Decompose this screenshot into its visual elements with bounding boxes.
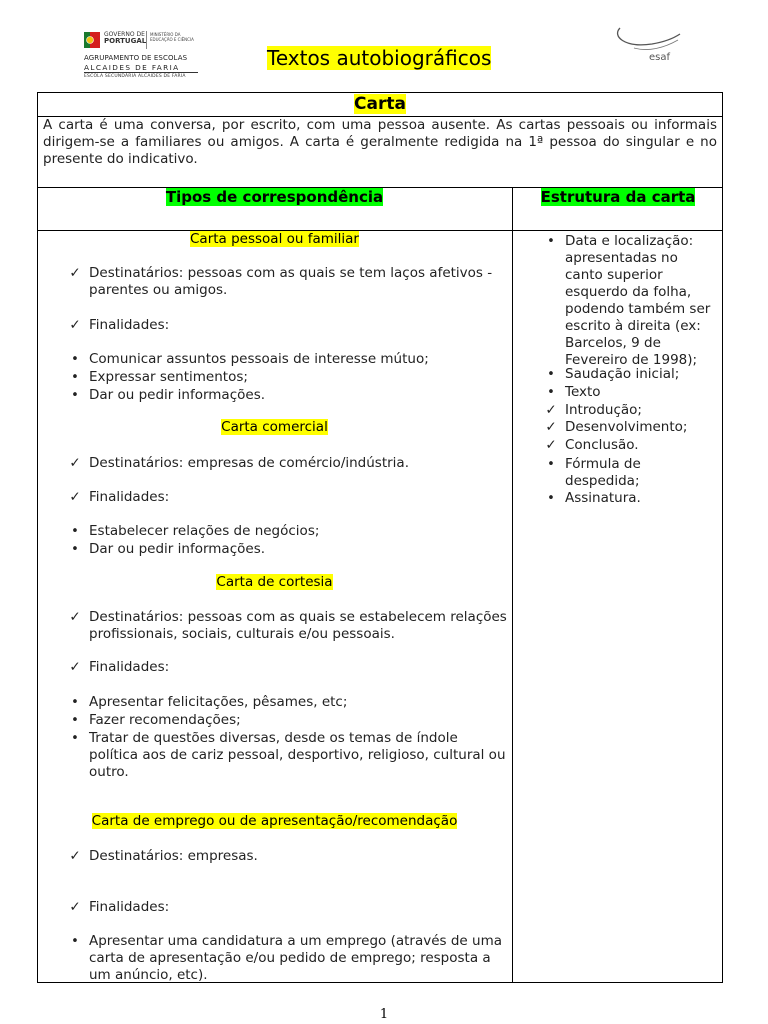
bullet-icon: • <box>547 457 555 472</box>
check-icon: ✓ <box>69 899 81 915</box>
check-icon: ✓ <box>545 402 557 418</box>
bullet-icon: • <box>71 695 79 710</box>
col-header-tipos: Tipos de correspondência <box>165 188 384 206</box>
ministry-text: MINISTÉRIO DA EDUCAÇÃO E CIÊNCIA <box>150 32 194 42</box>
school-name-line1: AGRUPAMENTO DE ESCOLAS <box>84 54 188 62</box>
check-icon: ✓ <box>69 848 81 864</box>
gov-text: GOVERNO DE PORTUGAL <box>104 31 147 45</box>
bullet-icon: • <box>71 713 79 728</box>
bullet-icon: • <box>71 542 79 557</box>
estrutura-item: • Fórmula de despedida; <box>565 456 717 490</box>
list-item: ✓ Finalidades: <box>69 899 170 915</box>
bullet-icon: • <box>547 367 555 382</box>
portugal-flag-icon <box>84 32 100 48</box>
estrutura-item: • Assinatura. <box>565 490 717 507</box>
list-item: ✓ Finalidades: <box>69 489 170 505</box>
check-icon: ✓ <box>69 317 81 333</box>
section-title: Carta de emprego ou de apresentação/recomendação <box>91 813 458 829</box>
col-header-estrutura: Estrutura da carta <box>540 188 696 206</box>
section-title: Carta de cortesia <box>216 574 333 590</box>
table-title: Carta <box>354 94 406 114</box>
bullet-icon: • <box>71 388 79 403</box>
bullet-icon: • <box>71 524 79 539</box>
esaf-logo <box>612 26 682 72</box>
bullet-icon: • <box>547 385 555 400</box>
list-item: ✓ Finalidades: <box>69 317 170 333</box>
list-item: ✓ Destinatários: empresas de comércio/indústria. <box>69 455 409 471</box>
check-icon: ✓ <box>545 437 557 453</box>
bullet-icon: • <box>71 934 79 949</box>
check-icon: ✓ <box>545 419 557 435</box>
list-item: ✓ Destinatários: empresas. <box>69 848 258 864</box>
list-item: • Apresentar felicitações, pêsames, etc; <box>89 694 509 711</box>
school-name-line3: ESCOLA SECUNDÁRIA ALCAIDES DE FARIA <box>84 74 186 79</box>
bullet-icon: • <box>547 491 555 506</box>
intro-paragraph: A carta é uma conversa, por escrito, com uma pessoa ausente. As cartas pessoais ou informais dirigem-se a familiares ou amigos. A carta é geralmente redigida na 1ª pessoa do singular e no presente do indicativo. <box>43 117 717 167</box>
estrutura-item: • Data e localização: apresentadas no canto superior esquerdo da folha, podendo também ser escrito à direita (ex: Barcelos, 9 de Fevereiro de 1998); <box>565 233 717 369</box>
list-item: ✓ Destinatários: pessoas com as quais se estabelecem relações profissionais, sociais, culturais e/ou pessoais. <box>69 609 507 642</box>
list-item: • Tratar de questões diversas, desde os temas de índole política aos de cariz pessoal, desportivo, religioso, cultural ou outro. <box>89 730 509 781</box>
list-item: • Dar ou pedir informações. <box>89 541 509 558</box>
esaf-swoosh-icon <box>612 26 682 56</box>
list-item: • Estabelecer relações de negócios; <box>89 523 509 540</box>
check-icon: ✓ <box>69 609 81 625</box>
estrutura-item: ✓ Introdução; <box>545 402 642 418</box>
school-name-line2: ALCAIDES DE FARIA <box>84 63 180 72</box>
page-number: 1 <box>379 1007 389 1022</box>
section-title: Carta comercial <box>221 419 328 435</box>
list-item: ✓ Destinatários: pessoas com as quais se tem laços afetivos - parentes ou amigos. <box>69 265 493 298</box>
esaf-text: esaf <box>649 52 671 63</box>
bullet-icon: • <box>71 731 79 746</box>
estrutura-item: • Texto <box>565 384 717 401</box>
list-item: • Apresentar uma candidatura a um emprego (através de uma carta de apresentação e/ou pedido de emprego; resposta a um anúncio, etc). <box>89 933 509 984</box>
list-item: • Fazer recomendações; <box>89 712 509 729</box>
estrutura-item: ✓ Conclusão. <box>545 437 639 453</box>
list-item: • Expressar sentimentos; <box>89 369 509 386</box>
bullet-icon: • <box>547 234 555 249</box>
bullet-icon: • <box>71 352 79 367</box>
estrutura-item: • Saudação inicial; <box>565 366 717 383</box>
check-icon: ✓ <box>69 659 81 675</box>
list-item: • Comunicar assuntos pessoais de interesse mútuo; <box>89 351 509 368</box>
page-title: Textos autobiográficos <box>267 46 492 70</box>
estrutura-item: ✓ Desenvolvimento; <box>545 419 688 435</box>
bullet-icon: • <box>71 370 79 385</box>
list-item: • Dar ou pedir informações. <box>89 387 509 404</box>
section-title: Carta pessoal ou familiar <box>190 231 359 247</box>
school-logo <box>84 28 204 84</box>
check-icon: ✓ <box>69 265 81 281</box>
check-icon: ✓ <box>69 455 81 471</box>
list-item: ✓ Finalidades: <box>69 659 170 675</box>
check-icon: ✓ <box>69 489 81 505</box>
